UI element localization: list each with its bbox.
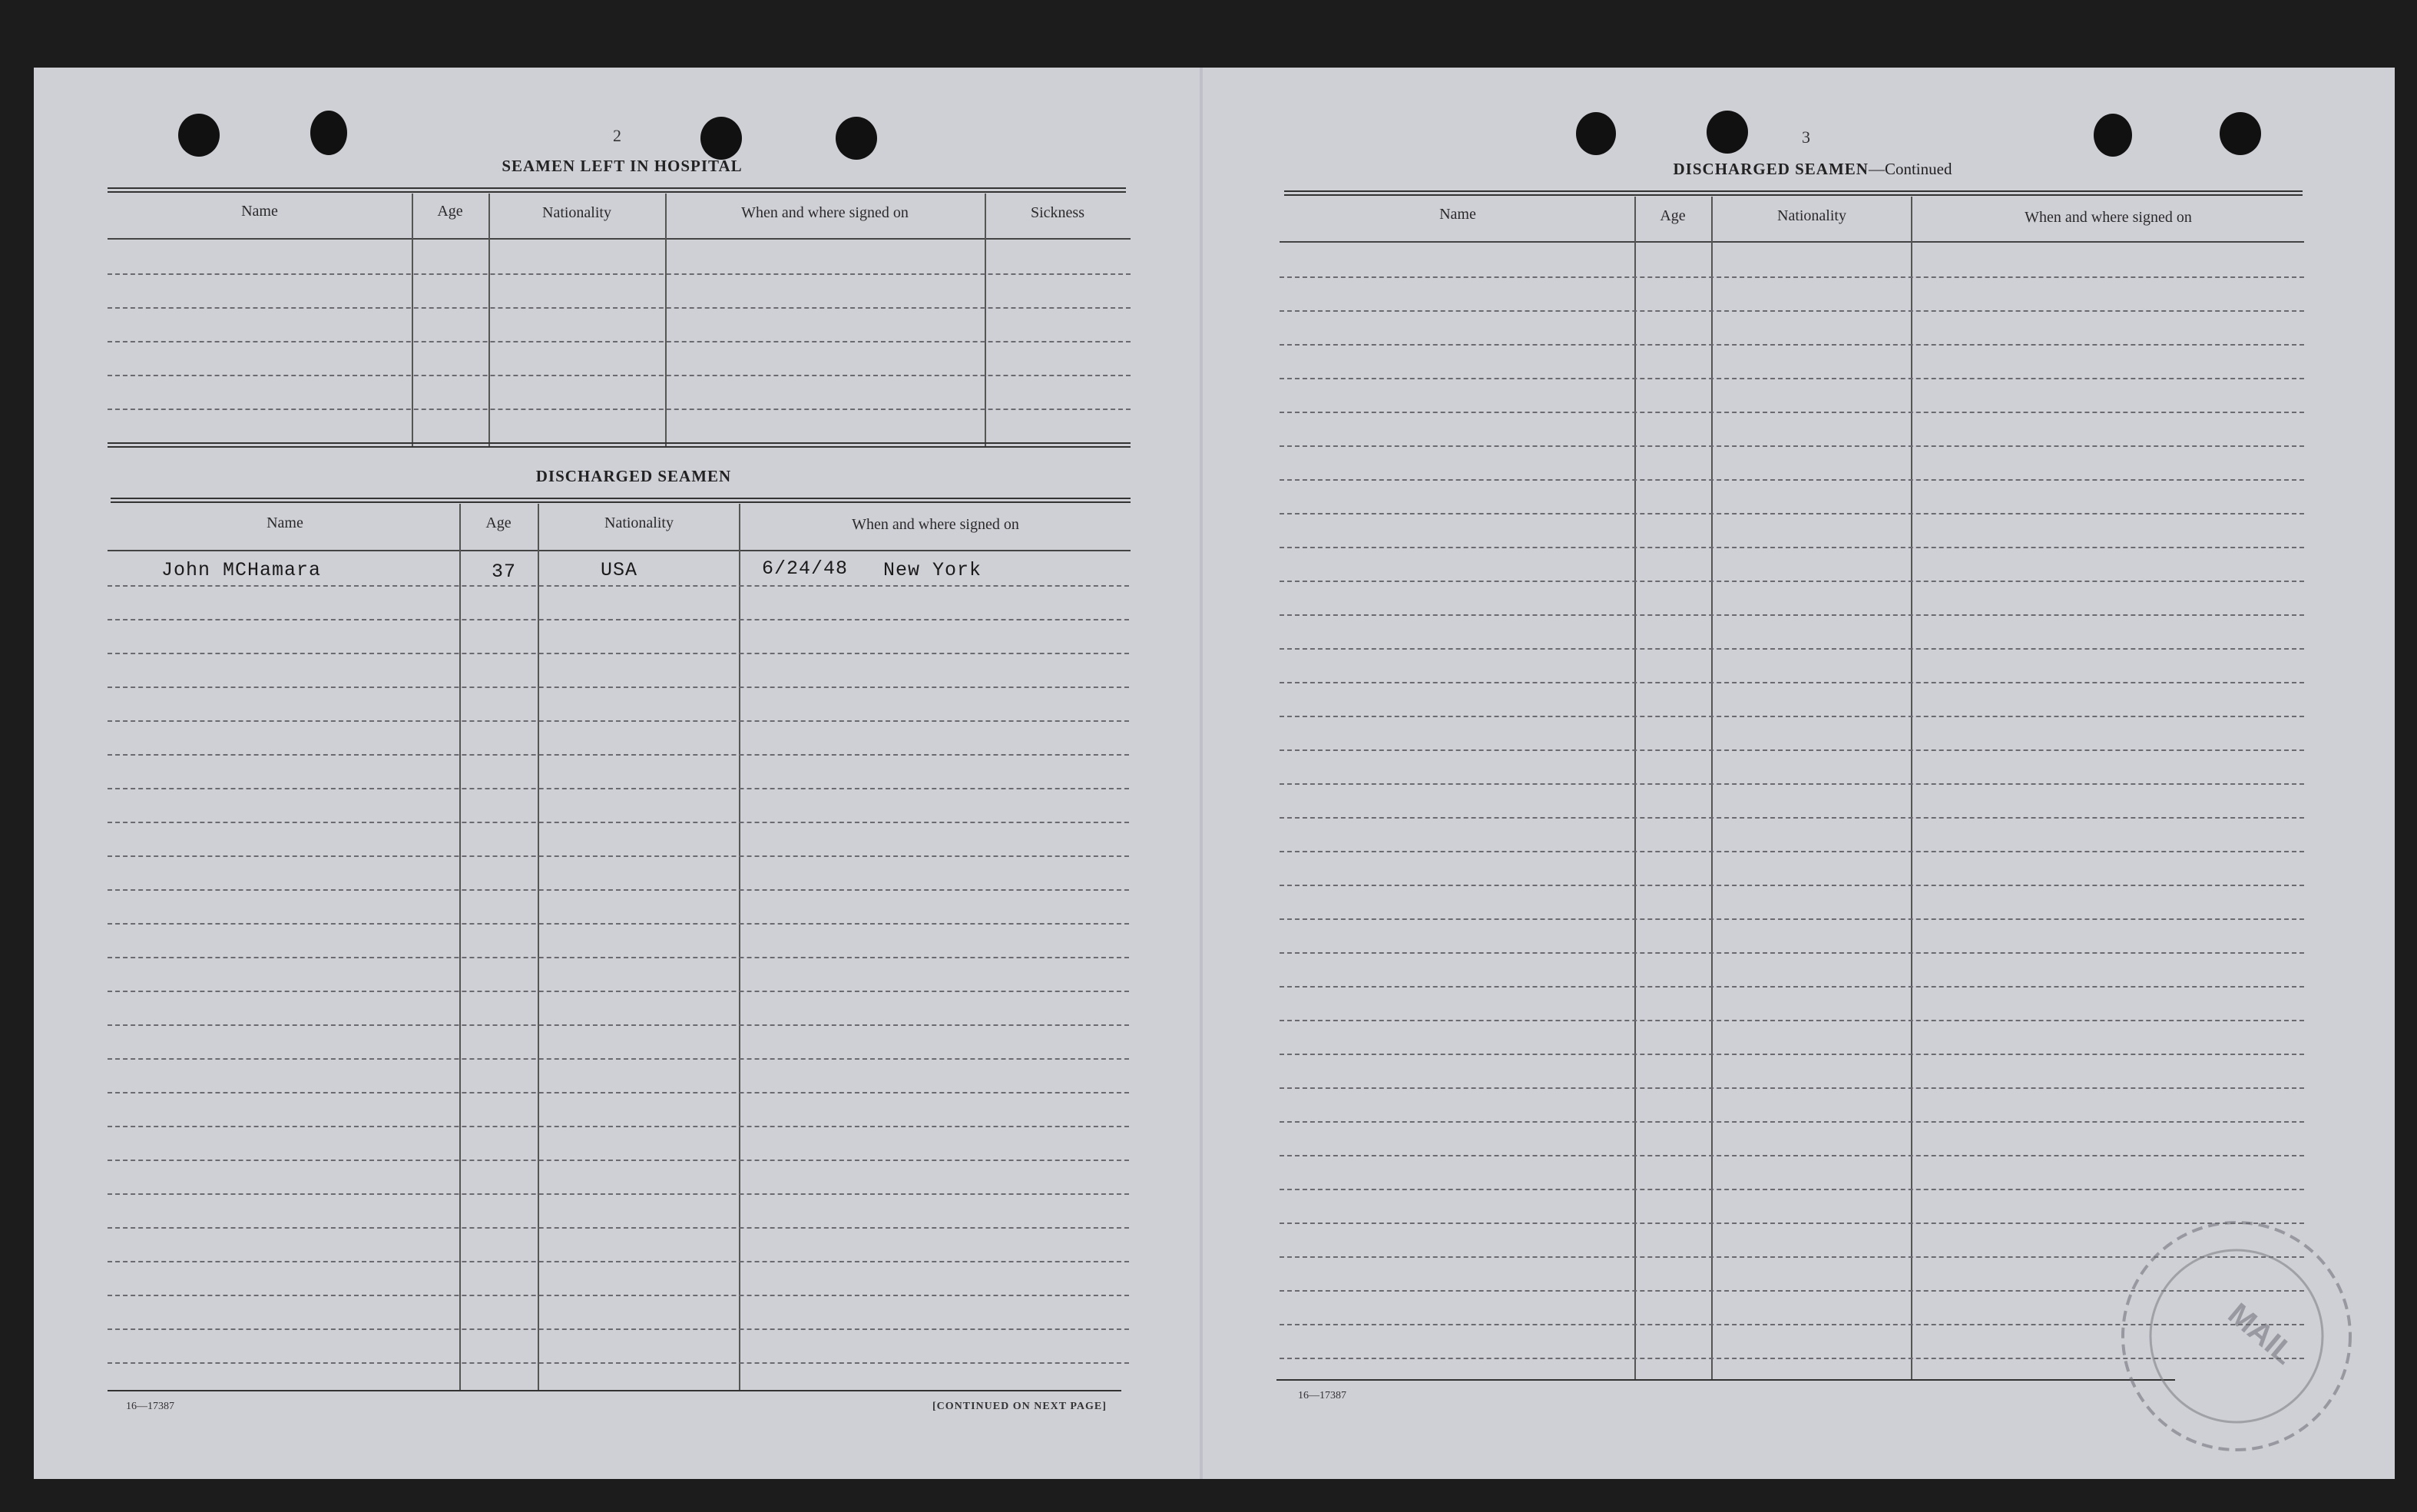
table-row (108, 1193, 1129, 1195)
table-row (108, 1227, 1129, 1229)
hospital-row-line (108, 273, 1131, 275)
table-row (108, 1058, 1129, 1060)
discharged-bottom-rule (108, 1390, 1121, 1391)
punch-hole (836, 117, 877, 160)
hospital-col-sickness: Sickness (1031, 204, 1084, 221)
table-row (1280, 547, 2304, 548)
right-col-age: Age (1660, 207, 1686, 224)
table-row (1280, 648, 2304, 650)
table-row (1280, 412, 2304, 413)
table-row (108, 889, 1129, 891)
discharged-col-age: Age (485, 514, 512, 531)
table-row (1280, 614, 2304, 616)
discharged-continued-suffix: —Continued (1868, 160, 1952, 178)
table-row (108, 1362, 1129, 1364)
hospital-col-age: Age (437, 203, 463, 220)
punch-hole (1576, 112, 1616, 155)
table-row (108, 720, 1129, 722)
punch-hole (178, 114, 220, 157)
right-col-nationality: Nationality (1777, 207, 1846, 224)
table-row (108, 822, 1129, 823)
right-col-name: Name (1439, 206, 1476, 223)
right-header-rule (1280, 241, 2304, 243)
right-divider (1634, 197, 1636, 1379)
discharged-continued-title (1574, 160, 2051, 179)
table-row (1280, 1020, 2304, 1021)
table-row (1280, 1155, 2304, 1156)
hospital-row-line (108, 409, 1131, 410)
punch-hole (2220, 112, 2261, 155)
table-row (1280, 749, 2304, 751)
table-row (1280, 445, 2304, 447)
discharged-divider (459, 504, 461, 1390)
entry-date: 6/24/48 (762, 557, 849, 580)
punch-hole (2094, 114, 2132, 157)
entry-place: New York (883, 559, 982, 581)
entry-nationality: USA (601, 559, 638, 581)
discharged-col-signed-on: When and where signed on (852, 516, 1019, 533)
table-row (1280, 513, 2304, 514)
right-divider (1911, 197, 1912, 1379)
hospital-section-title: SEAMEN LEFT IN HOSPITAL (502, 157, 743, 175)
form-number: 16—17387 (126, 1401, 174, 1412)
table-row (108, 619, 1129, 620)
table-row (1280, 986, 2304, 988)
table-row (1280, 885, 2304, 886)
table-row (108, 585, 1129, 587)
page-number: 3 (1802, 127, 1810, 147)
hospital-row-line (108, 341, 1131, 342)
discharged-divider (538, 504, 539, 1390)
table-row (1280, 378, 2304, 379)
continued-note: [CONTINUED ON NEXT PAGE] (932, 1401, 1107, 1412)
table-row (108, 1092, 1129, 1093)
table-row (1280, 716, 2304, 717)
table-row (108, 855, 1129, 857)
table-row (108, 923, 1129, 925)
table-row (108, 788, 1129, 789)
table-row (1280, 1054, 2304, 1055)
table-row (1280, 817, 2304, 819)
form-number: 16—17387 (1298, 1390, 1346, 1401)
table-row (1280, 952, 2304, 954)
hospital-col-signed-on: When and where signed on (741, 204, 909, 221)
right-col-signed-on: When and where signed on (2025, 209, 2192, 226)
discharged-title-rule (111, 498, 1131, 503)
table-row (108, 1160, 1129, 1161)
table-row (108, 1328, 1129, 1330)
postmark-stamp (2101, 1213, 2362, 1459)
discharged-divider (739, 504, 740, 1390)
table-row (108, 1261, 1129, 1262)
entry-name: John MCHamara (161, 559, 322, 581)
discharged-header-rule (108, 550, 1131, 551)
table-row (108, 1024, 1129, 1026)
table-row (1280, 783, 2304, 785)
table-row (1280, 682, 2304, 683)
table-row (1280, 581, 2304, 582)
punch-hole (700, 117, 742, 160)
stamp-text: MAIL (2221, 1296, 2301, 1371)
hospital-bottom-rule (108, 442, 1131, 448)
table-row (1280, 1087, 2304, 1089)
hospital-col-nationality: Nationality (542, 204, 611, 221)
hospital-header-rule (108, 238, 1131, 240)
table-row (1280, 1121, 2304, 1123)
discharged-col-nationality: Nationality (604, 514, 674, 531)
table-row (1280, 310, 2304, 312)
hospital-col-name: Name (241, 203, 278, 220)
discharged-continued-title-main: DISCHARGED SEAMEN (1673, 160, 1869, 178)
table-row (108, 1126, 1129, 1127)
table-row (1280, 344, 2304, 346)
page-fold (1200, 68, 1203, 1479)
right-bottom-rule (1276, 1379, 2175, 1381)
right-divider (1711, 197, 1713, 1379)
punch-hole (310, 111, 347, 155)
discharged-col-name: Name (267, 514, 303, 531)
document-sheet (34, 68, 2395, 1479)
punch-hole (1707, 111, 1748, 154)
table-row (108, 754, 1129, 756)
table-row (108, 653, 1129, 654)
discharged-section-title: DISCHARGED SEAMEN (535, 467, 732, 485)
hospital-title-rule (108, 187, 1126, 193)
table-row (108, 991, 1129, 992)
table-row (1280, 276, 2304, 278)
table-row (108, 687, 1129, 688)
table-row (1280, 918, 2304, 920)
table-row (1280, 1189, 2304, 1190)
entry-age: 37 (492, 561, 517, 583)
table-row (108, 1295, 1129, 1296)
table-row (1280, 851, 2304, 852)
table-row (108, 957, 1129, 958)
table-row (1280, 479, 2304, 481)
right-title-rule (1284, 190, 2303, 196)
hospital-row-line (108, 307, 1131, 309)
hospital-row-line (108, 375, 1131, 376)
page-number: 2 (613, 126, 621, 145)
